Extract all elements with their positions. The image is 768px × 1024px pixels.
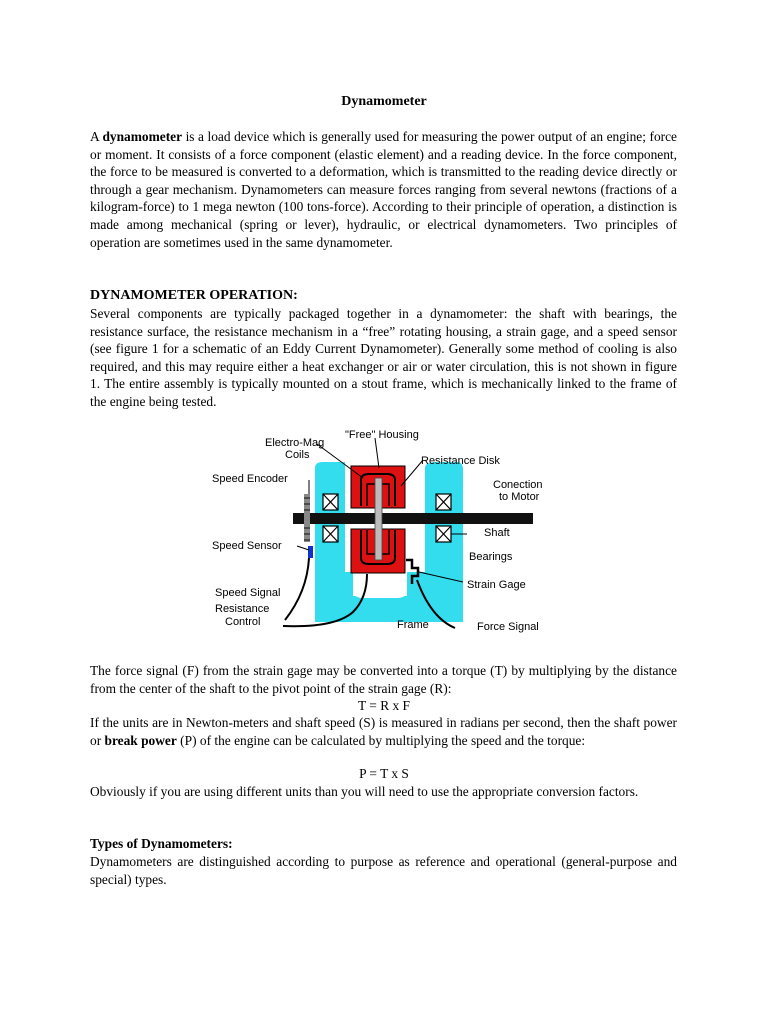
label-speed-sensor: Speed Sensor [212,540,282,552]
label-electro-mag-1: Electro-Mag [265,437,325,449]
power-bold-term: break power [104,732,177,748]
intro-bold-term: dynamometer [102,129,183,144]
power-text-before: If the units are in Newton-meters and shaft speed (S) is measured in radians per second, then the shaft power or [90,715,677,748]
bearing-left-bottom [323,526,338,542]
speed-encoder-gear [304,494,310,542]
operation-paragraph: Several components are typically packaged together in a dynamometer: the shaft with bearings, the resistance surface, the resistance mechanism in a “free” rotating housing, a strain gage, and a speed sensor (see figure 1 for a schematic of an Eddy Current Dynamometer). Generally some method of cooling is also required, and this may require either a heat exchanger or air or water circulation, this is not shown in figure 1. The entire assembly is typically mounted on a stout frame, which is mechanically linked to the frame of the engine being tested. [90,306,677,409]
torque-equation: T = R x F [358,698,410,713]
label-speed-signal: Speed Signal [215,587,281,599]
torque-paragraph: The force signal (F) from the strain gage may be converted into a torque (T) by multiplying by the distance from the center of the shaft to the pivot point of the strain gage (R): [90,663,677,696]
bearing-left-top [323,494,338,510]
label-free-housing: "Free" Housing [345,429,419,441]
label-electro-mag-2: Coils [285,449,310,461]
label-connection-1: Conection [493,479,543,491]
units-note: Obviously if you are using different units than you will need to use the appropriate conversion factors. [90,784,639,799]
label-shaft: Shaft [484,527,510,539]
label-force-signal: Force Signal [477,621,539,633]
label-speed-encoder: Speed Encoder [212,473,288,485]
bearing-right-bottom [436,526,451,542]
power-text-after: (P) of the engine can be calculated by multiplying the speed and the torque: [176,732,586,748]
intro-paragraph [90,128,677,251]
intro-text: is a load device which is generally used for measuring the power output of an engine; force or moment. It consists of a force component (elastic element) and a reading device. In the force component, the force to be measured is converted to a deformation, which is transmitted to the reading device directly or through a gear mechanism. Dynamometers can measure forces ranging from several newtons (fractions of a kilogram-force) to 1 mega newton (100 tons-force). According to their principle of operation, a distinction is made among mechanical (spring or lever), hydraulic, or electrical dynamometers. Two principles of operation are sometimes used in the same dynamometer. [90,129,678,250]
operation-heading: DYNAMOMETER OPERATION: [90,288,298,303]
label-frame: Frame [397,619,429,631]
resistance-disk [375,478,382,560]
types-paragraph: Dynamometers are distinguished according to purpose as reference and operational (general-purpose and special) types. [90,854,677,887]
label-resistance-disk: Resistance Disk [421,455,500,467]
dynamometer-schematic [205,422,570,642]
shaft-bar [293,513,533,524]
types-heading: Types of Dynamometers: [90,836,233,851]
label-resistance-control-1: Resistance [215,603,270,615]
page-title: Dynamometer [341,94,427,109]
power-paragraph [90,714,677,749]
label-bearings: Bearings [469,551,513,563]
power-equation: P = T x S [359,766,409,781]
intro-lead: A [90,129,103,144]
label-resistance-control-2: Control [225,616,261,628]
speed-signal-wire [285,558,309,620]
frame-gap-round [353,572,407,598]
speed-sensor [308,546,313,558]
bearing-right-top [436,494,451,510]
label-connection-2: to Motor [499,491,540,503]
label-strain-gage: Strain Gage [467,579,526,591]
